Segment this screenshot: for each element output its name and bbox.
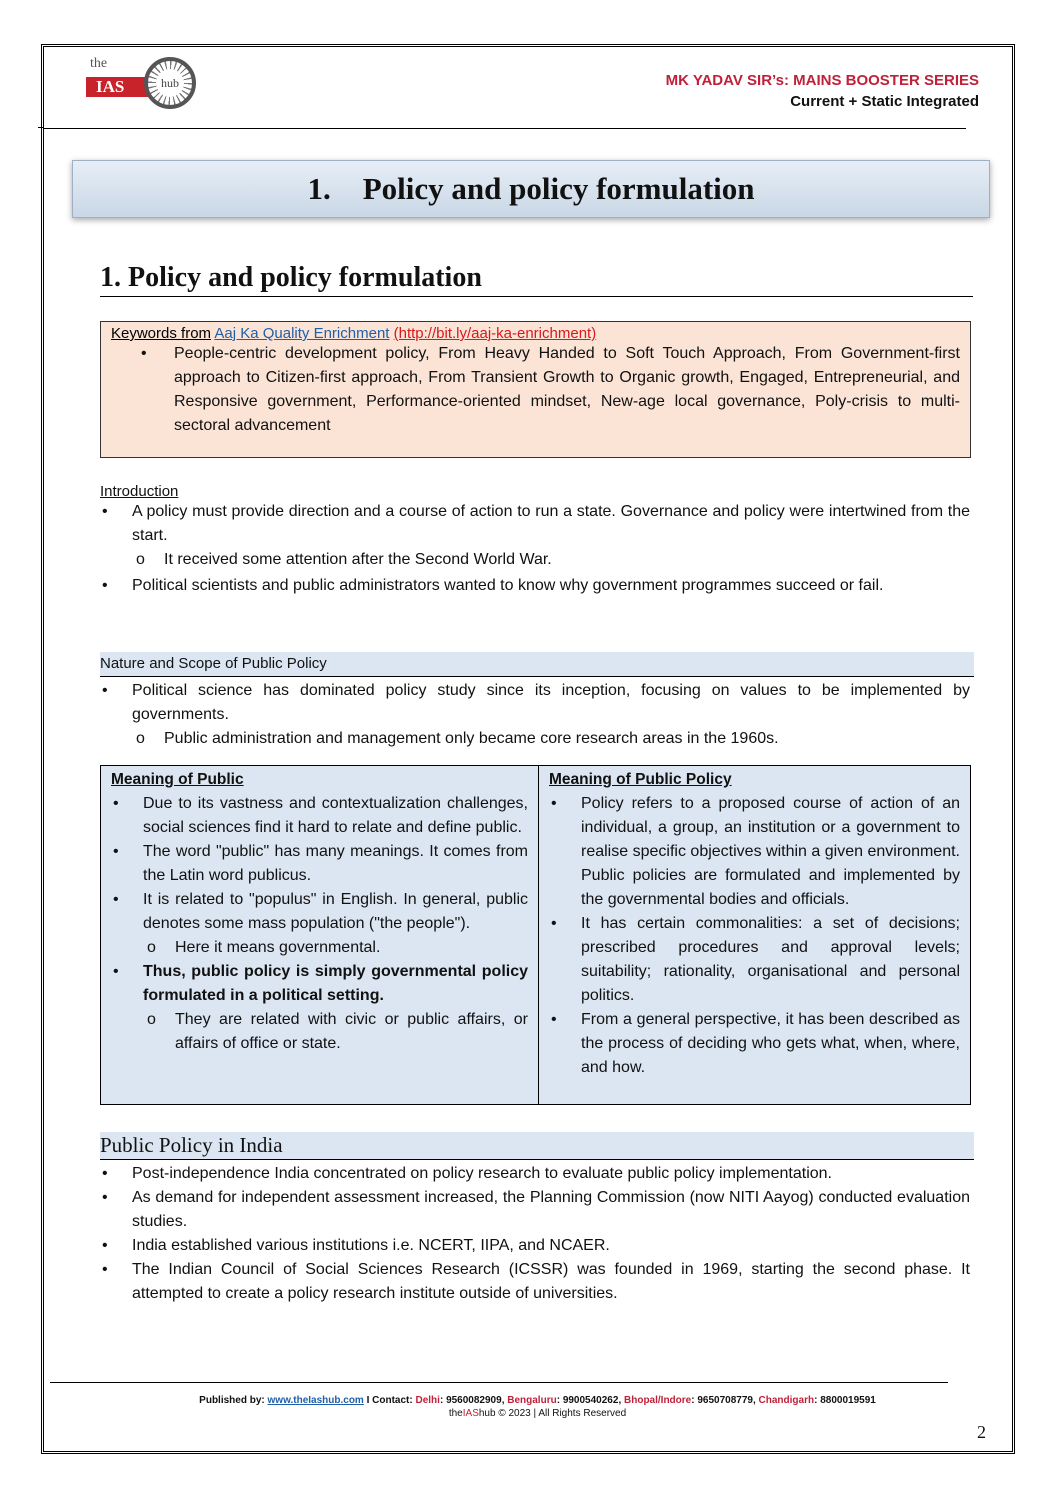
list-item-text: It is related to "populus" in English. In general, public denotes some mass population ("the people"). [143, 891, 528, 932]
india-list [100, 1162, 970, 1306]
contact-phone: 9650708779 [697, 1395, 753, 1406]
column-list [549, 792, 960, 1080]
list-item: • It has certain commonalities: a set of decisions; prescribed procedures and approval levels; suitability; rationality, organisational and personal politics. [549, 912, 960, 1008]
header-series [666, 72, 979, 110]
series-subtitle: Current + Static Integrated [790, 93, 979, 110]
header-divider [44, 128, 966, 129]
list-item-text: Thus, public policy is simply governmental policy formulated in a political setting. [143, 963, 528, 1004]
keywords-heading [111, 325, 960, 342]
copyright-ias: IAS [462, 1408, 479, 1419]
footer [0, 1395, 1058, 1419]
page-number: 2 [977, 1422, 986, 1442]
ias-hub-logo [86, 56, 200, 118]
chapter-banner [72, 160, 990, 218]
sub-list-item: o They are related with civic or public affairs, or affairs of office or state. [111, 1008, 528, 1056]
footer-contact-line: Published by: www.theIashub.com I Contact: Delhi: 9560082909, Bengaluru: 9900540262, Bhopal/Indore: 9650708779, Chandigarh: 8800019591 [199, 1395, 876, 1406]
list-item: • The word "public" has many meanings. It comes from the Latin word publicus. [111, 840, 528, 888]
list-item: • India established various institutions i.e. NCERT, IIPA, and NCAER. [100, 1234, 970, 1258]
contact-city: Delhi [415, 1395, 440, 1406]
logo-ias-bar: IAS [86, 77, 156, 97]
website-link[interactable]: www.theIashub.com [267, 1395, 364, 1406]
sub-list [111, 1008, 528, 1056]
keywords-list [111, 342, 960, 438]
sub-list-item: o Here it means governmental. [111, 936, 528, 960]
header-divider-tick [38, 127, 44, 128]
column-list [111, 792, 528, 1056]
contact-phone: 8800019591 [820, 1395, 876, 1406]
list-item: • As demand for independent assessment increased, the Planning Commission (now NITI Aayog) conducted evaluation studies. [100, 1186, 970, 1234]
list-item: • Post-independence India concentrated on policy research to evaluate public policy implementation. [100, 1162, 970, 1186]
meaning-table [100, 765, 971, 1105]
contact-phone: 9900540262 [562, 1395, 619, 1406]
public-policy-india-heading: Public Policy in India [100, 1132, 974, 1160]
contact-phone: 9560082909 [446, 1395, 502, 1406]
list-item: • From a general perspective, it has been described as the process of deciding who gets what, when, where, and how. [549, 1008, 960, 1080]
sub-list [100, 548, 970, 572]
keywords-box [100, 321, 971, 458]
contact-city: Bengaluru [507, 1395, 557, 1406]
introduction-heading: Introduction [100, 483, 179, 500]
sub-list [100, 727, 970, 751]
keywords-source-link[interactable]: Aaj Ka Quality Enrichment [214, 325, 390, 342]
section-title: 1. Policy and policy formulation [100, 262, 973, 297]
copyright-post: hub © 2023 | All Rights Reserved [478, 1408, 627, 1419]
logo-wheel-icon [144, 57, 196, 109]
contact-city: Bhopal/Indore [624, 1395, 692, 1406]
footer-divider [50, 1382, 948, 1383]
published-label: Published by: [199, 1395, 265, 1406]
keywords-label: Keywords from [111, 325, 212, 342]
nature-scope-heading: Nature and Scope of Public Policy [100, 652, 974, 677]
list-item [111, 888, 528, 960]
list-item [100, 500, 970, 572]
meaning-of-public-policy-column [539, 766, 970, 1104]
nature-scope-section [100, 679, 970, 751]
contact-city: Chandigarh [758, 1395, 815, 1406]
sub-list-item: o It received some attention after the Second World War. [100, 548, 970, 572]
list-item-text: Political science has dominated policy study since its inception, focusing on values to be implemented by governments. [132, 682, 970, 723]
contact-label: I Contact: [366, 1395, 413, 1406]
column-heading: Meaning of Public [111, 771, 244, 788]
introduction-list [100, 500, 970, 598]
nature-scope-list [100, 679, 970, 751]
list-item-text: A policy must provide direction and a course of action to run a state. Governance and policy were intertwined from the start. [132, 503, 970, 544]
introduction-section [100, 483, 970, 598]
chapter-title: Policy and policy formulation [362, 171, 755, 206]
list-item: • The Indian Council of Social Sciences Research (ICSSR) was founded in 1969, starting the second phase. It attempted to create a policy research institute outside of universities. [100, 1258, 970, 1306]
sub-list [111, 936, 528, 960]
chapter-number: 1. [307, 171, 331, 206]
meaning-of-public-column [101, 766, 539, 1104]
logo-hub-text: hub [156, 69, 184, 97]
keyword-item: • People-centric development policy, From Heavy Handed to Soft Touch Approach, From Government-first approach to Citizen-first approach, From Transient Growth to Organic growth, Engaged, Entrepreneurial, and Responsive government, Performance-oriented mindset, New-age local governance, Poly-crisis to multi-sectoral advancement [111, 342, 960, 438]
public-policy-india-section [100, 1162, 970, 1306]
list-item: • Political scientists and public administrators wanted to know why government programmes succeed or fail. [100, 574, 970, 598]
copyright-pre: the [448, 1408, 463, 1419]
list-item [100, 679, 970, 751]
list-item [111, 960, 528, 1056]
logo-the-text: the [90, 56, 108, 71]
footer-copyright [0, 1408, 1058, 1419]
column-heading: Meaning of Public Policy [549, 771, 732, 788]
list-item: • Policy refers to a proposed course of action of an individual, a group, an institution or a government to realise specific objectives within a given environment. Public policies are formulated and implemented by the governmental bodies and officials. [549, 792, 960, 912]
keywords-url-link[interactable]: (http://bit.ly/aaj-ka-enrichment) [393, 325, 597, 342]
sub-list-item: o Public administration and management only became core research areas in the 1960s. [100, 727, 970, 751]
series-title: MK YADAV SIR’s: MAINS BOOSTER SERIES [665, 72, 979, 89]
list-item: • Due to its vastness and contextualization challenges, social sciences find it hard to relate and define public. [111, 792, 528, 840]
